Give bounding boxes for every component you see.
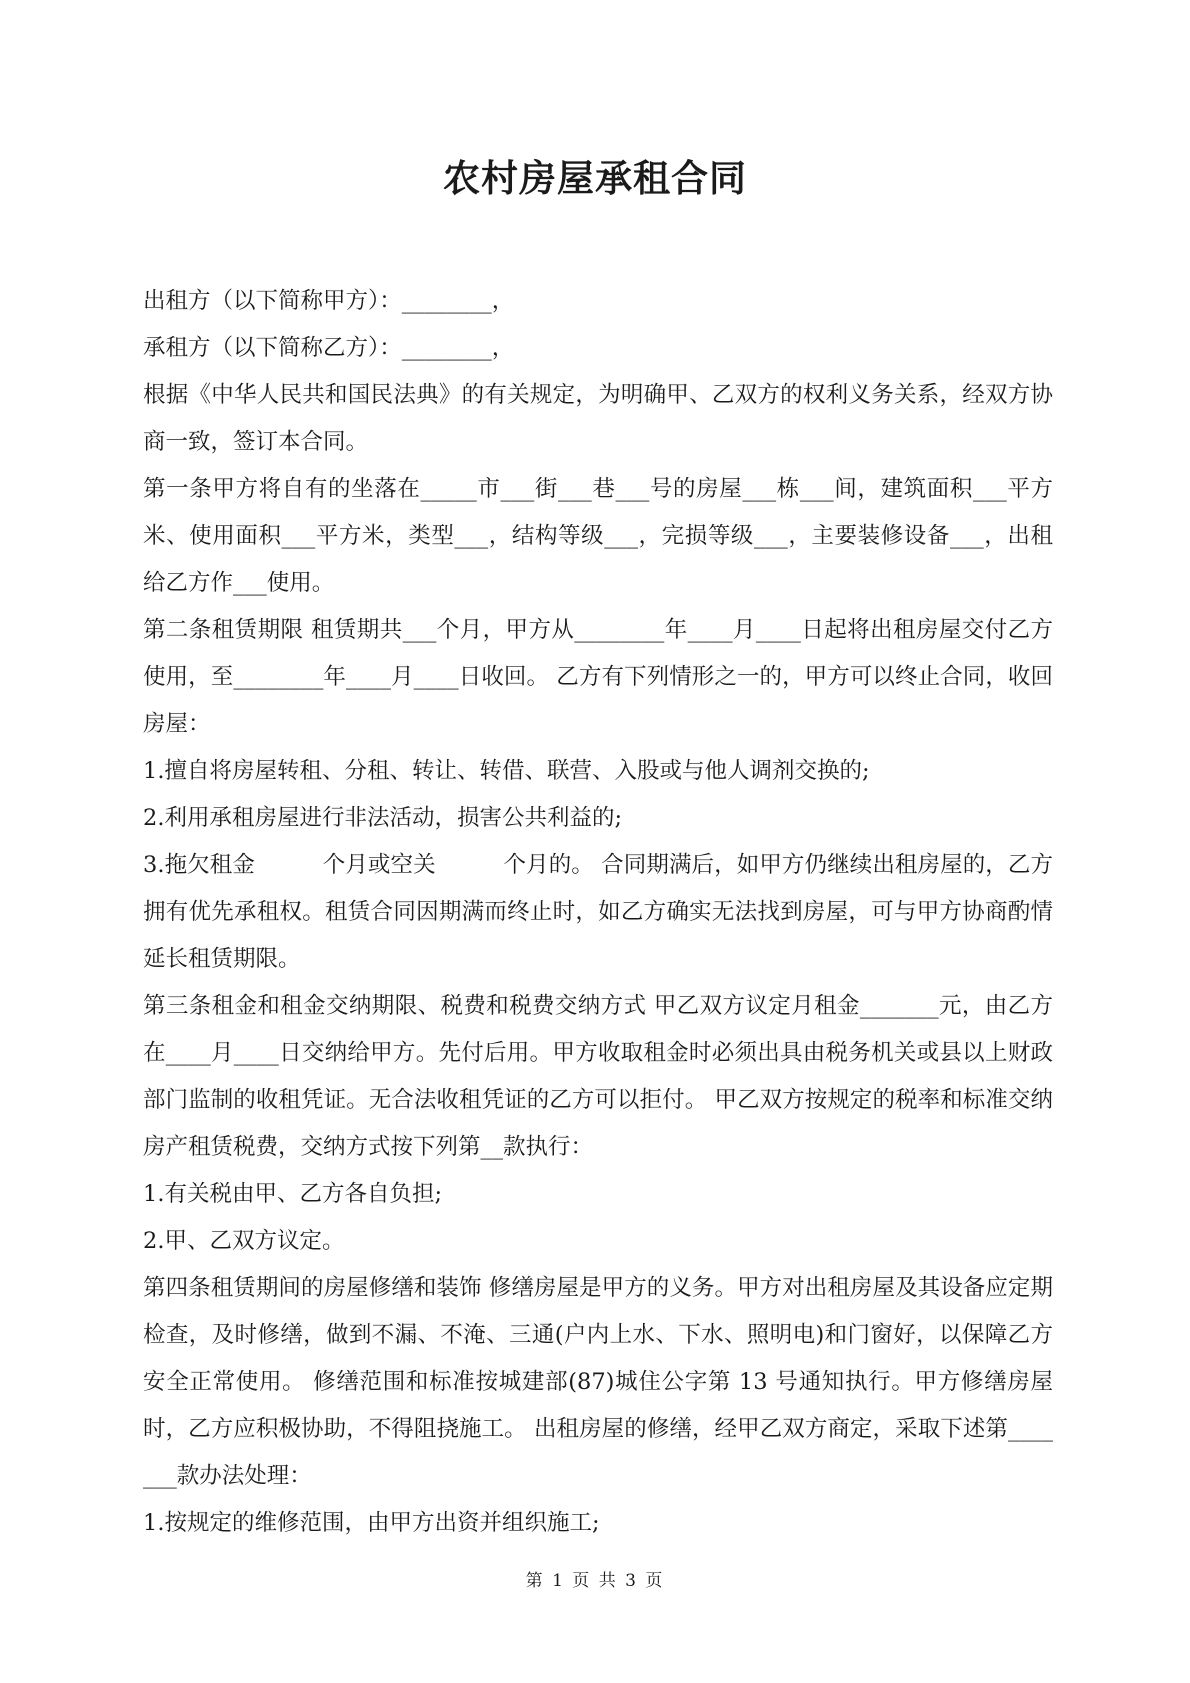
article-1-paragraph: 第一条甲方将自有的坐落在_____市___街___巷___号的房屋___栋___间，建筑面积___平方米、使用面积___平方米，类型___，结构等级___，完损等级___，主要装修设备___，出租给乙方作___使用。 <box>143 476 1053 596</box>
article-3-item-1: 1.有关税由甲、乙方各自负担; <box>143 1181 443 1207</box>
article-4-paragraph: 第四条租赁期间的房屋修缮和装饰 修缮房屋是甲方的义务。甲方对出租房屋及其设备应定期检查，及时修缮，做到不漏、不淹、三通(户内上水、下水、照明电)和门窗好，以保障乙方安全正常使用。 修缮范围和标准按城建部(87)城住公字第 13 号通知执行。甲方修缮房屋时，乙方应积极协助，不得阻挠施工。 出租房屋的修缮，经甲乙双方商定，采取下述第_______款办法处理： <box>143 1275 1053 1489</box>
article-2-item-1: 1.擅自将房屋转租、分租、转让、转借、联营、入股或与他人调剂交换的; <box>143 758 870 784</box>
article-4-item-1: 1.按规定的维修范围，由甲方出资并组织施工; <box>143 1510 600 1536</box>
page-footer: 第 1 页 共 3 页 <box>525 1571 665 1591</box>
article-2-item-3: 3.拖欠租金 个月或空关 个月的。 合同期满后，如甲方仍继续出租房屋的，乙方拥有优先承租权。租赁合同因期满而终止时，如乙方确实无法找到房屋，可与甲方协商酌情延长租赁期限。 <box>143 852 1053 972</box>
party-b-line: 承租方（以下简称乙方）：________， <box>143 335 515 361</box>
article-3-paragraph: 第三条租金和租金交纳期限、税费和税费交纳方式 甲乙双方议定月租金_______元，由乙方在____月____日交纳给甲方。先付后用。甲方收取租金时必须出具由税务机关或县以上财政部门监制的收租凭证。无合法收租凭证的乙方可以拒付。 甲乙双方按规定的税率和标准交纳房产租赁税费，交纳方式按下列第__款执行： <box>143 993 1053 1160</box>
article-2-paragraph: 第二条租赁期限 租赁期共___个月，甲方从________年____月____日起将出租房屋交付乙方使用，至________年____月____日收回。 乙方有下列情形之一的，甲方可以终止合同，收回房屋： <box>143 617 1053 737</box>
preamble-paragraph: 根据《中华人民共和国民法典》的有关规定，为明确甲、乙双方的权利义务关系，经双方协商一致，签订本合同。 <box>143 382 1053 455</box>
article-2-item-2: 2.利用承租房屋进行非法活动，损害公共利益的; <box>143 805 623 831</box>
document-body <box>143 278 1053 1547</box>
article-3-item-2: 2.甲、乙双方议定。 <box>143 1228 345 1254</box>
party-a-line: 出租方（以下简称甲方）：________， <box>143 288 515 314</box>
document-title: 农村房屋承租合同 <box>443 156 747 200</box>
